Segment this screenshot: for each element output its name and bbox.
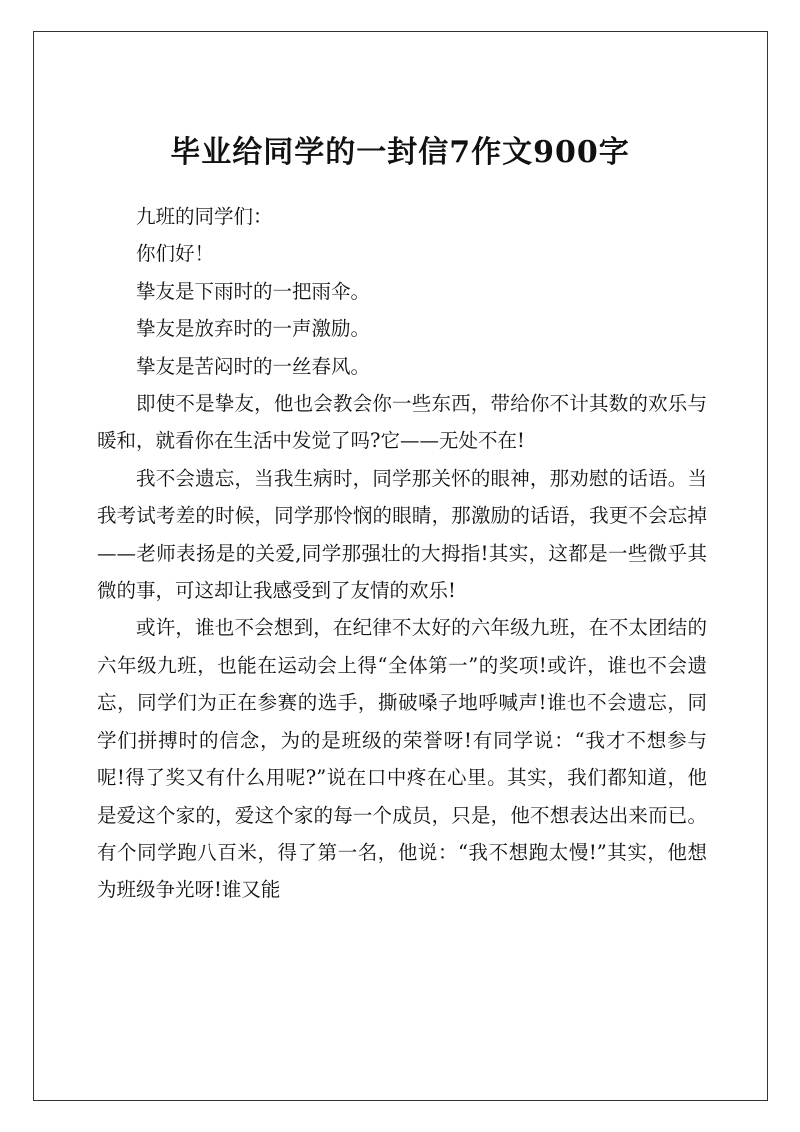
body-paragraph: 挚友是下雨时的一把雨伞。 bbox=[136, 279, 371, 303]
salutation-paragraph: 九班的同学们： bbox=[136, 205, 273, 228]
body-paragraph: 挚友是放弃时的一声激励。 bbox=[136, 317, 371, 341]
body-paragraph: 我不会遗忘，当我生病时，同学那关怀的眼神，那劝慰的话语。当我考试考差的时候，同学那怜悯的眼睛，那激励的话语，我更不会忘掉——老师表扬是的关爱,同学那强壮的大拇指!其实，这都是一些微乎其微的事，可这却让我感受到了友情的欢乐! bbox=[97, 466, 707, 603]
greeting-paragraph: 你们好！ bbox=[136, 242, 215, 266]
body-paragraph: 即使不是挚友，他也会教会你一些东西，带给你不计其数的欢乐与暖和，就看你在生活中发觉了吗?它——无处不在! bbox=[97, 392, 707, 453]
body-paragraph: 或许，谁也不会想到，在纪律不太好的六年级九班，在不太团结的六年级九班，也能在运动会上得“全体第一”的奖项!或许，谁也不会遗忘，同学们为正在参赛的选手，撕破嗓子地呼喊声!谁也不会遗忘，同学们拼搏时的信念，为的是班级的荣誉呀!有同学说：“我才不想参与呢!得了奖又有什么用呢?”说在口中疼在心里。其实，我们都知道，他是爱这个家的，爱这个家的每一个成员，只是，他不想表达出来而已。有个同学跑八百米，得了第一名，他说：“我不想跑太慢!”其实，他想为班级争光呀!谁又能 bbox=[97, 616, 707, 902]
document-body bbox=[97, 198, 707, 909]
document-title: 毕业给同学的一封信7作文900字 bbox=[170, 135, 630, 170]
body-paragraph: 挚友是苦闷时的一丝春风。 bbox=[136, 354, 371, 378]
